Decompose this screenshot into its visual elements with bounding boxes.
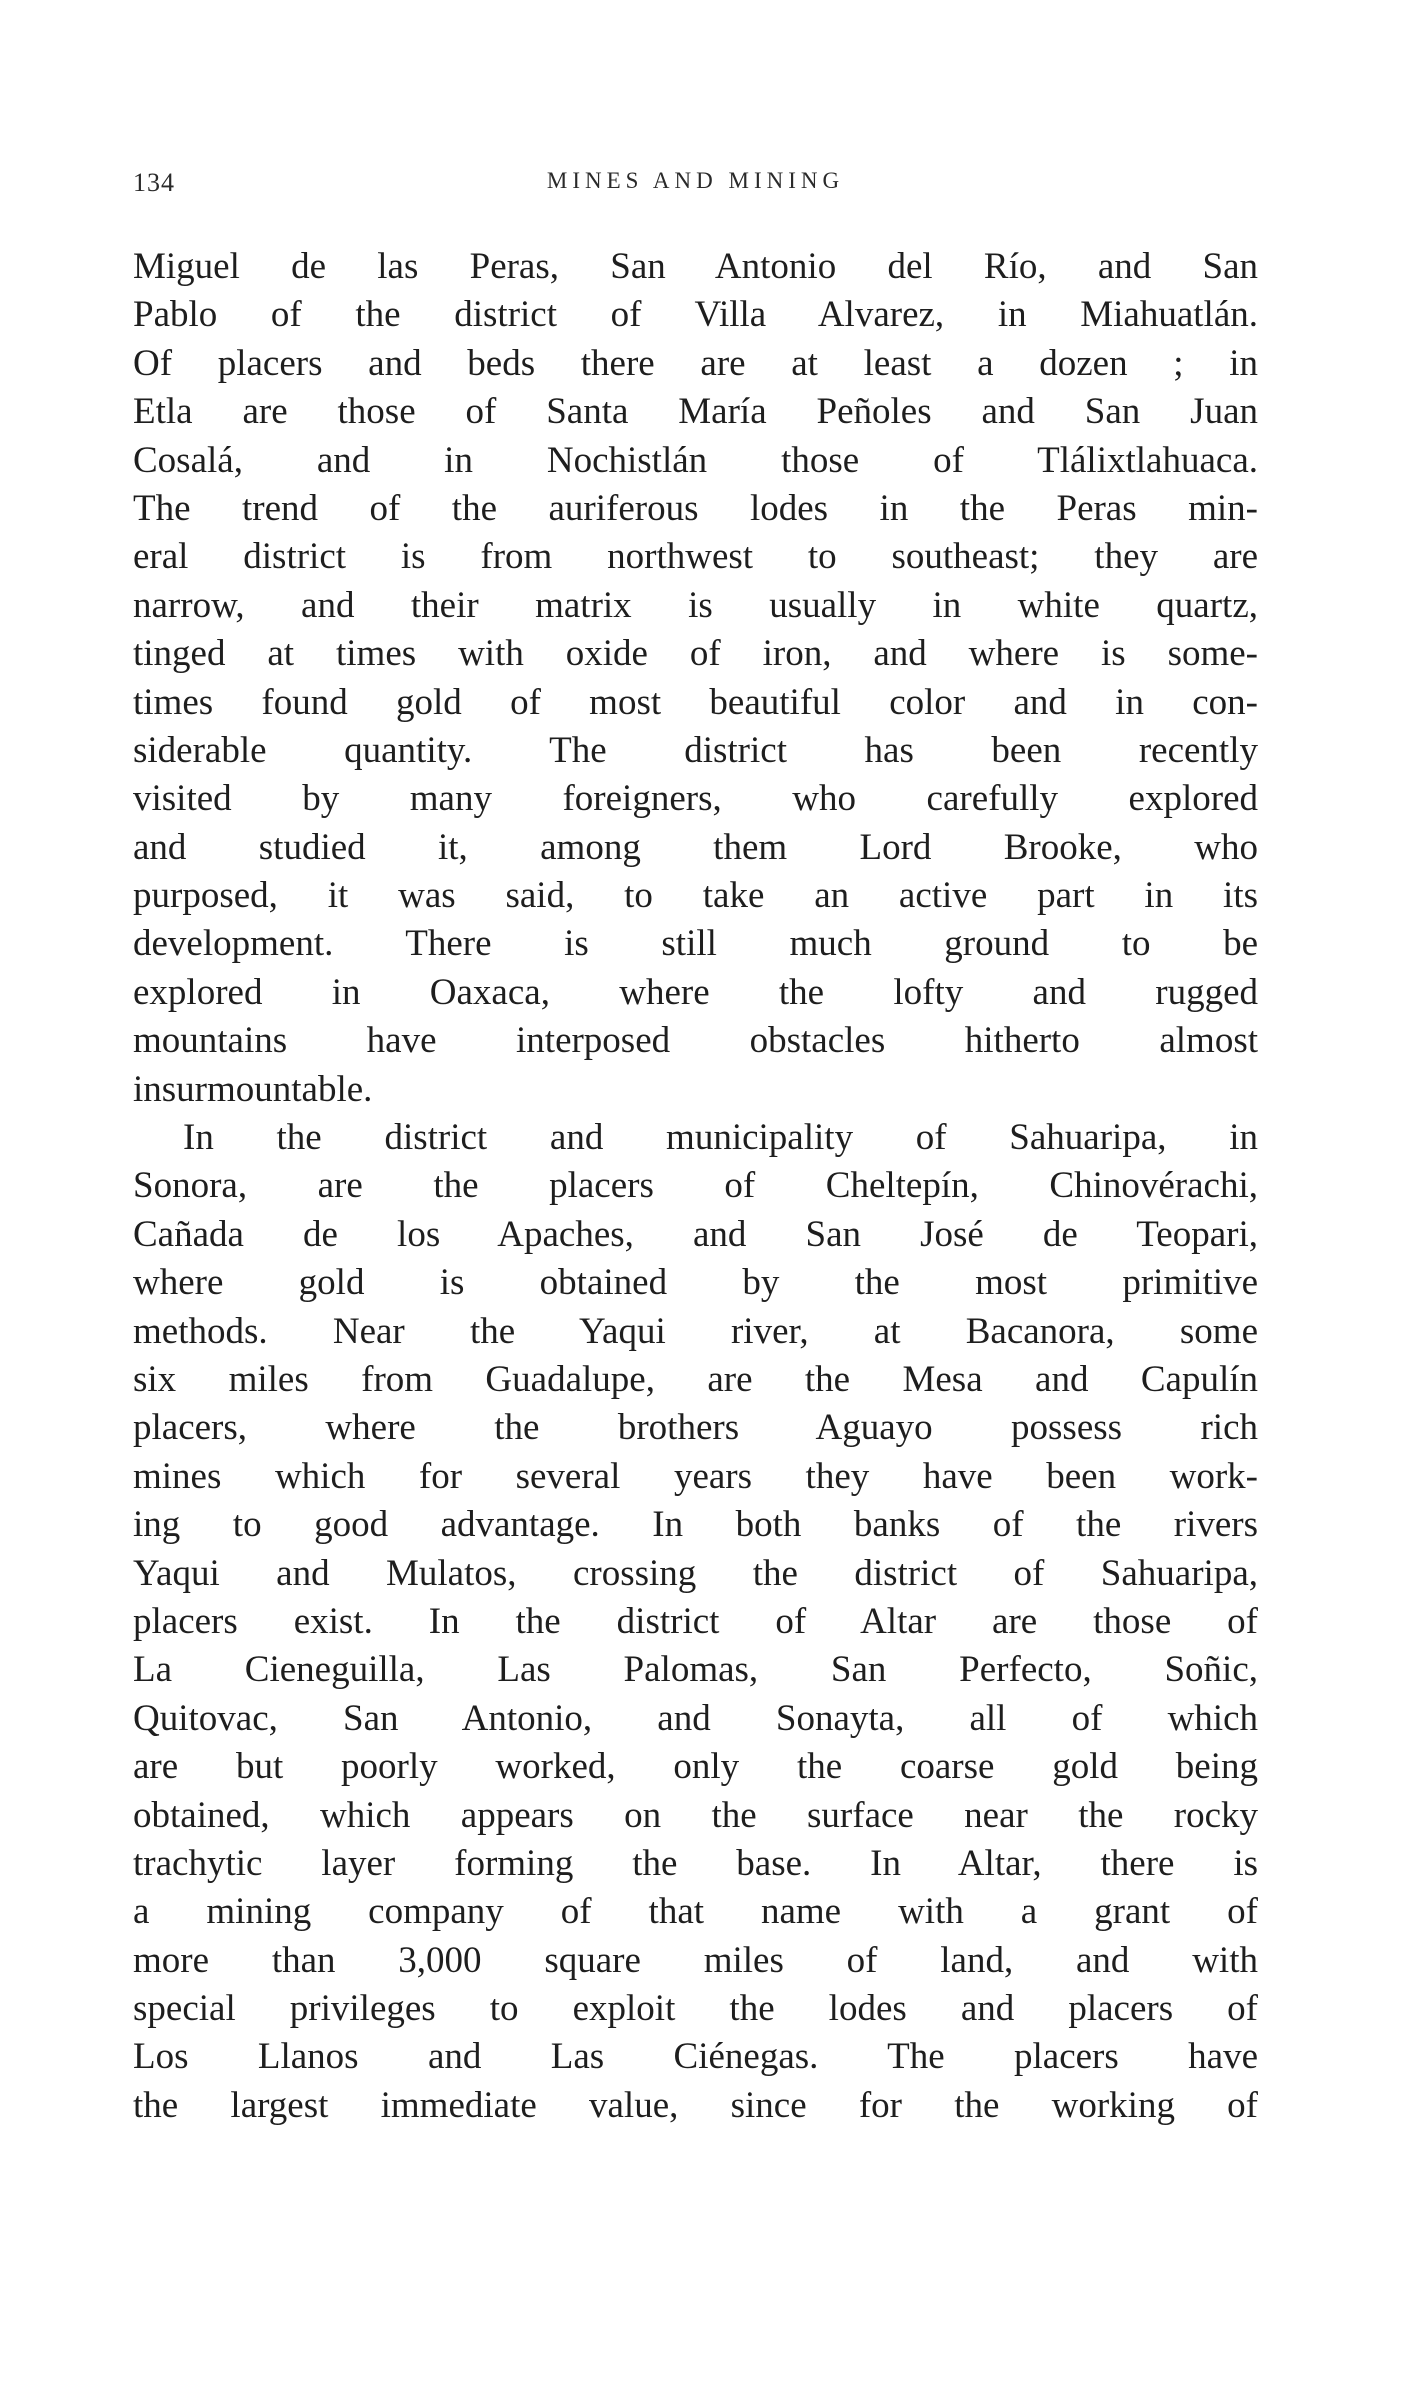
text-line: visited by many foreigners, who carefully explored <box>133 778 1258 820</box>
text-line: special privileges to exploit the lodes and placers of <box>133 1988 1258 2030</box>
paragraph-sonora <box>133 1114 1258 2130</box>
text-line: six miles from Guadalupe, are the Mesa and Capulín <box>133 1358 1258 1400</box>
text-line: ing to good advantage. In both banks of the rivers <box>133 1504 1258 1546</box>
text-line: and studied it, among them Lord Brooke, who <box>133 826 1258 868</box>
text-line: trachytic layer forming the base. In Altar, there is <box>133 1842 1258 1884</box>
text-line: Pablo of the district of Villa Alvarez, in Miahuatlán. <box>133 294 1258 336</box>
text-line: where gold is obtained by the most primitive <box>133 1262 1258 1304</box>
text-line: Of placers and beds there are at least a dozen ; in <box>133 342 1258 384</box>
text-line: development. There is still much ground to be <box>133 923 1258 965</box>
paragraph-oaxaca <box>133 243 1258 1114</box>
text-line: insurmountable. <box>133 1068 373 1110</box>
text-line: Cañada de los Apaches, and San José de Teopari, <box>133 1213 1258 1255</box>
text-line: La Cieneguilla, Las Palomas, San Perfecto, Soñic, <box>133 1649 1258 1691</box>
text-line: mines which for several years they have been work- <box>133 1455 1258 1497</box>
text-line: placers exist. In the district of Altar are those of <box>133 1600 1258 1642</box>
text-line: narrow, and their matrix is usually in white quartz, <box>133 584 1258 626</box>
text-line: Quitovac, San Antonio, and Sonayta, all of which <box>133 1697 1258 1739</box>
text-line: Yaqui and Mulatos, crossing the district of Sahuaripa, <box>133 1552 1258 1594</box>
text-line: eral district is from northwest to southeast; they are <box>133 536 1258 578</box>
text-line: Sonora, are the placers of Cheltepín, Chinovérachi, <box>133 1165 1258 1207</box>
text-line: Los Llanos and Las Ciénegas. The placers have <box>133 2036 1258 2078</box>
text-line: Miguel de las Peras, San Antonio del Río, and San <box>133 246 1258 287</box>
running-title: MINES AND MINING <box>546 168 845 193</box>
running-head <box>133 168 1258 208</box>
text-line: tinged at times with oxide of iron, and where is some- <box>133 633 1258 675</box>
text-line: times found gold of most beautiful color and in con- <box>133 681 1258 723</box>
text-line: a mining company of that name with a grant of <box>133 1891 1258 1933</box>
page-number: 134 <box>133 168 175 197</box>
text-line: Cosalá, and in Nochistlán those of Tlálixtlahuaca. <box>133 439 1258 481</box>
text-line: Etla are those of Santa María Peñoles and San Juan <box>133 391 1258 433</box>
text-line: purposed, it was said, to take an active part in its <box>133 875 1258 917</box>
text-line: explored in Oaxaca, where the lofty and rugged <box>133 971 1258 1013</box>
text-line: siderable quantity. The district has been recently <box>133 729 1258 771</box>
text-line: obtained, which appears on the surface near the rocky <box>133 1794 1258 1836</box>
text-line: mountains have interposed obstacles hitherto almost <box>133 1020 1258 1062</box>
text-line: placers, where the brothers Aguayo possess rich <box>133 1407 1258 1449</box>
body-text <box>133 243 1258 2130</box>
text-line: In the district and municipality of Sahuaripa, in <box>183 1117 1258 1159</box>
text-line: the largest immediate value, since for the working of <box>133 2084 1258 2126</box>
text-line: methods. Near the Yaqui river, at Bacanora, some <box>133 1310 1258 1352</box>
text-line: The trend of the auriferous lodes in the Peras min- <box>133 487 1258 529</box>
text-line: are but poorly worked, only the coarse gold being <box>133 1746 1258 1788</box>
text-line: more than 3,000 square miles of land, and with <box>133 1939 1258 1981</box>
